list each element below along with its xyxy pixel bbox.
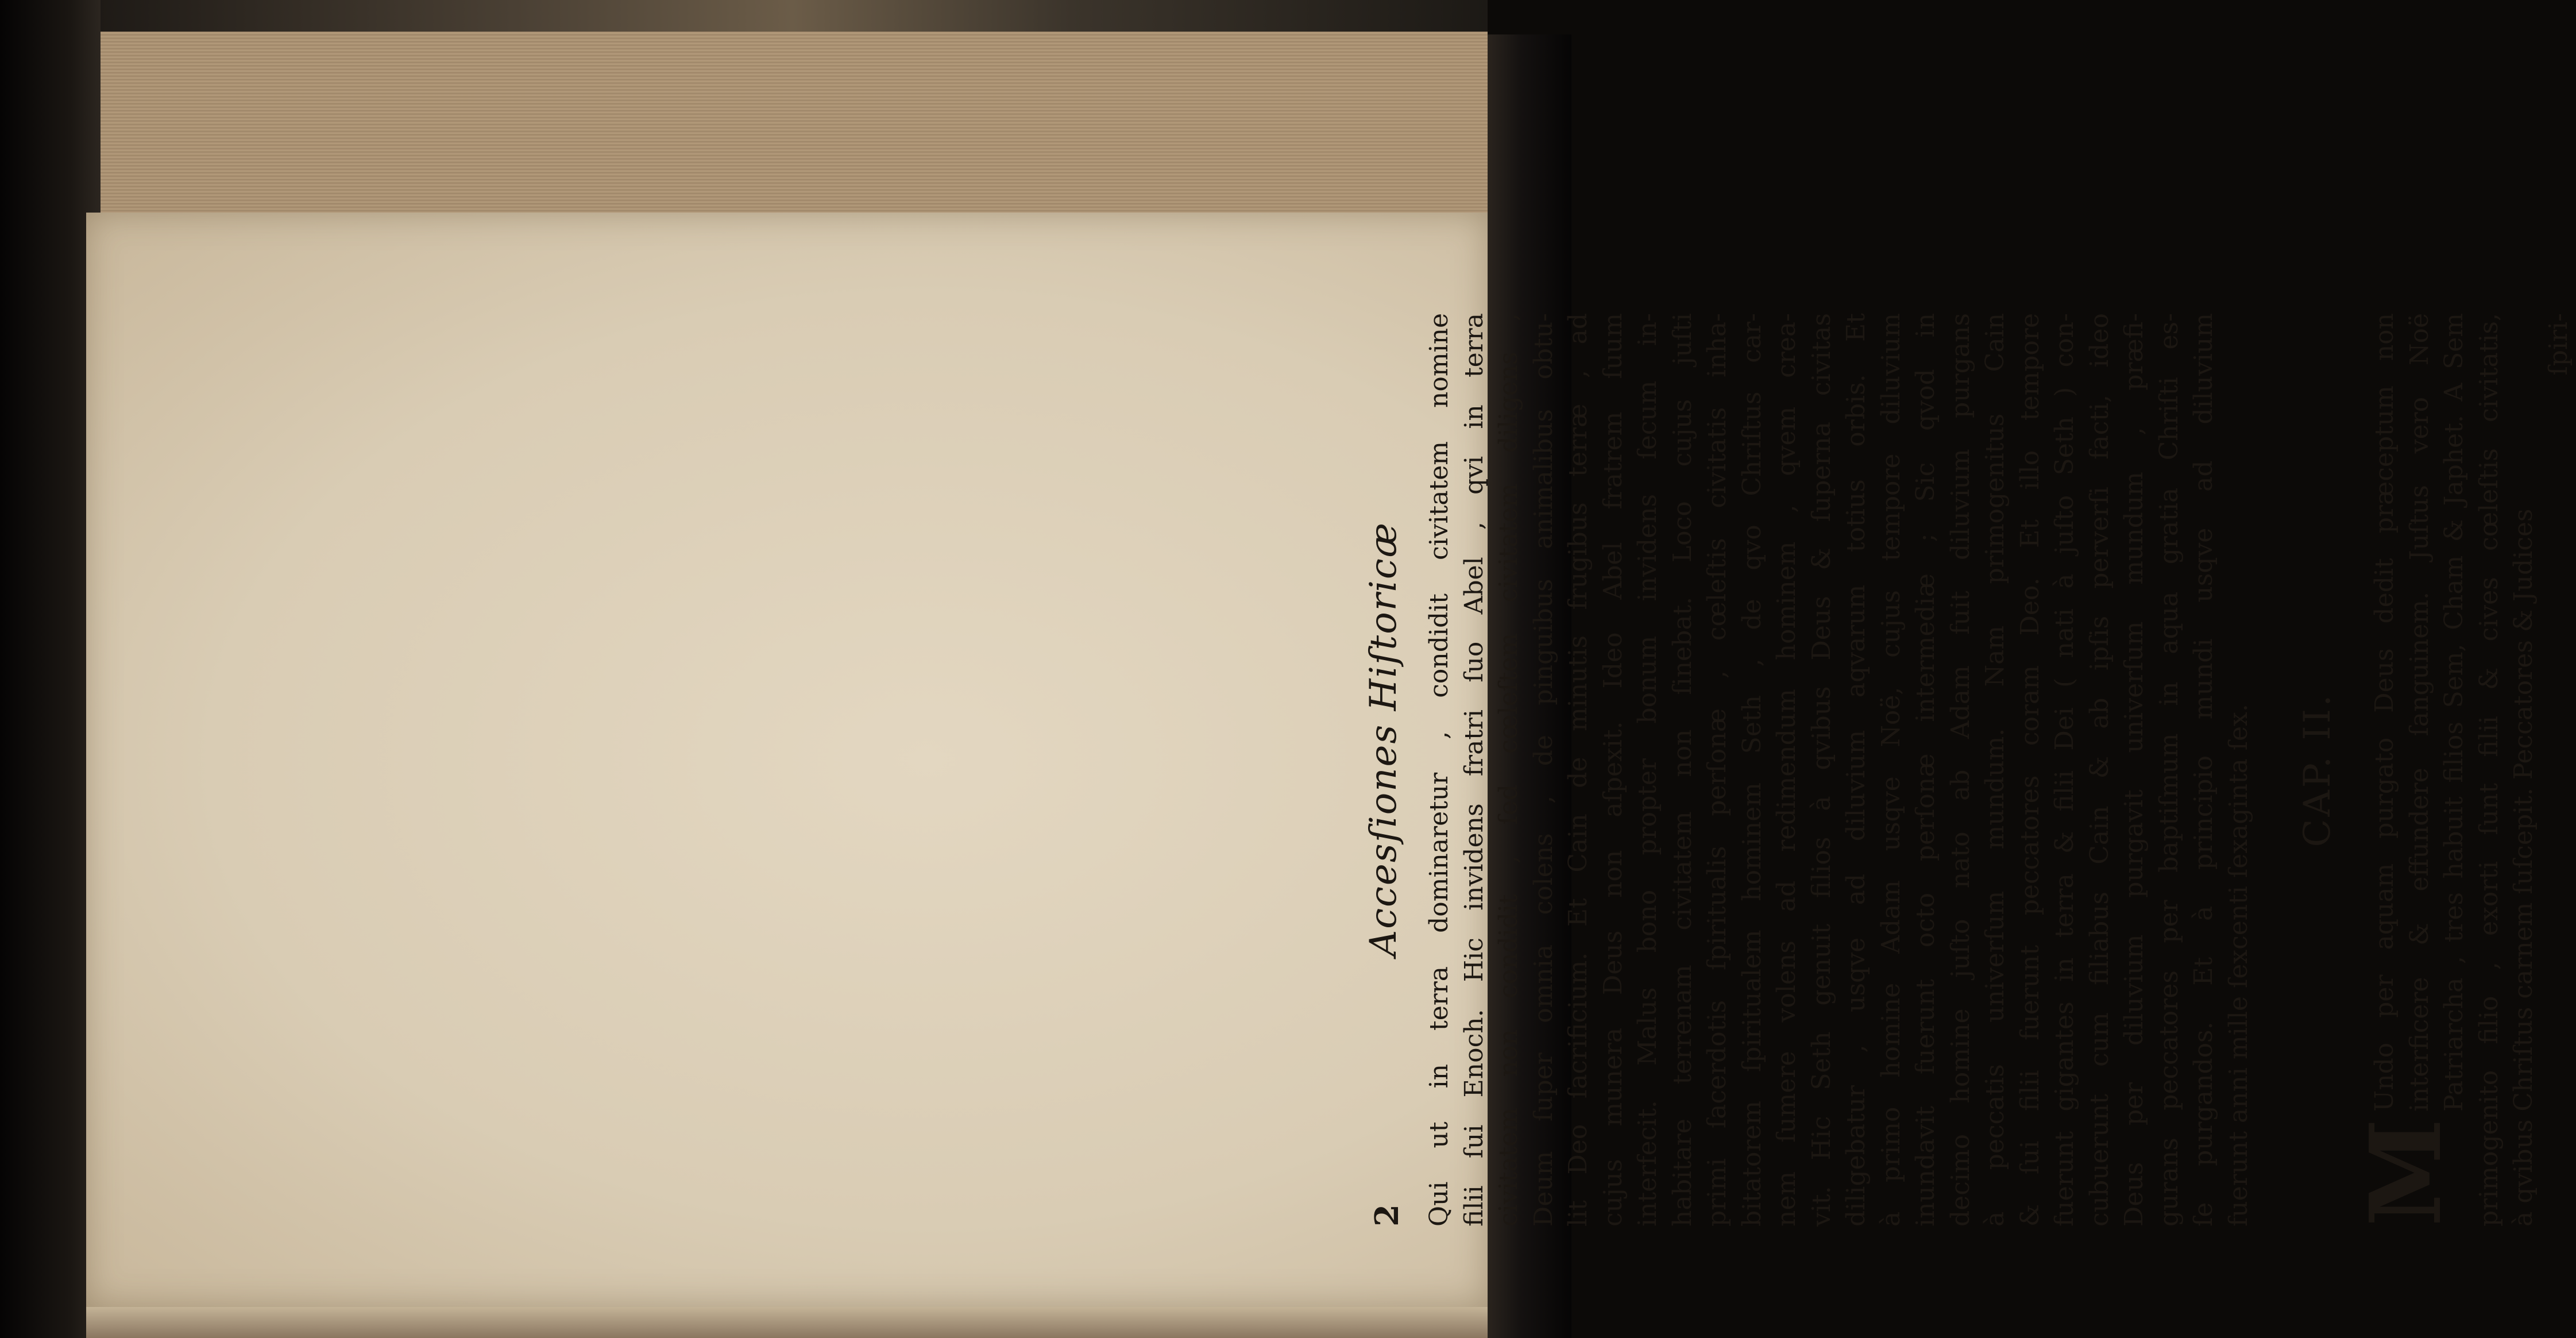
text-line: diligebatur , usqve ad diluvium aqvarum totius orbis. Et [1841,313,1871,1227]
text-line: cujus munera Deus non aſpexit. Ideo Abel fratrem ſuum [1598,313,1628,1227]
text-line: civitatem non condidit , ſed cœleſtem civitatem diligens , [1494,313,1523,1227]
text-line: lit Deo ſacrificium. Et Cain de minutis frugibus terræ , ad [1563,313,1593,1227]
text-line: à peccatis univerſum mundum. Nam primogenitus Cain [1980,313,2010,1227]
text-line: nem ſumere volens ad redimendum hominem , qvem crea- [1772,313,1801,1227]
text-line: Deus per diluvium purgavit univerſum mundum , præfi- [2119,313,2149,1227]
page-number: 2 [1368,1204,1406,1227]
text-line: habitare terrenam civitatem non ſinebat. Loco cujus juſti [1667,313,1697,1227]
drop-cap: M [2349,1118,2463,1227]
catchword: ſpiri- [2543,313,2573,376]
text-line: gurans peccatores per baptiſmum in aqua gratia Chriſti es- [2154,313,2184,1227]
text-line: à qvibus Chriſtus carnem ſuſcepit. Peccatores & Judices [2509,508,2538,1227]
text-line: Undo per aquam purgato Deus dedit præceptum non [2370,313,2399,1112]
text-line: & ſui filii fuerunt peccatores coram Deo. Et illo tempore [2015,313,2045,1227]
text-line: decimo homine juſto nato ab Adam fuit diluvium purgans [1945,313,1975,1227]
chapter-heading: CAP. II. [2296,692,2339,847]
text-line: à primo homine Adam usqve Noë, cujus tempore diluvium [1876,313,1906,1227]
text-line: inundavit fuerunt octo perſonæ intermediæ ; Sic qvod in [1911,313,1940,1227]
binding-left [0,0,101,1338]
text-line: ſe purgandos. Et à principio mundi usqve ad diluvium [2189,313,2218,1227]
running-head-title: Accesſiones Hiſtoricæ [1362,522,1405,957]
paragraph-2 [2349,313,2542,1227]
text-line: Deum ſuper omnia colens , de pinguibus animalibus obtu- [1528,313,1558,1227]
text-line: fuerunt anni mille ſexcenti ſexaginta ſex. [2223,704,2253,1227]
running-head [1362,313,1414,1227]
text-line: cubuerunt cum filiabus Cain & ab ipſis perverſi facti, ideo [2084,313,2114,1227]
text-line: Qui ut in terra dominaretur , condidit civitatem nomine [1424,313,1454,1227]
text-line: Patriarcha , tres habuit filios Sem, Cham & Japhet. A Sem [2439,313,2469,1112]
page-bottom-edge [86,1304,1488,1338]
paragraph-1 [1422,313,2256,1227]
page-text-block [1362,313,2573,1227]
text-line: interficere & effundere ſanguinem. Juſtus vero Noë [2404,313,2434,1112]
text-line: vit. Hic Seth genuit filios à qvibus Deus & ſuperna civitas [1806,313,1836,1227]
text-line: bitatorem ſpiritualem hominem Seth , de qvo Chriſtus car- [1737,313,1767,1227]
page-edges [86,32,1488,218]
text-line: primogenito filio , exorti ſunt filii & cives cœleſtis civitatis, [2474,313,2504,1227]
text-line: interfecit. Malus bono propter bonum invidens ſecum in- [1633,313,1662,1227]
text-line: filii ſui Enoch. Hic invidens fratri ſuo Abel , qvi in terra [1459,313,1489,1227]
book-page [86,213,1488,1307]
text-line: primi ſacerdotis ſpiritualis perſonæ , cœleſtis civitatis inha- [1702,313,1732,1227]
text-line: fuerunt gigantes in terra & filii Dei ( nati à juſto Seth ) con- [2050,313,2079,1227]
